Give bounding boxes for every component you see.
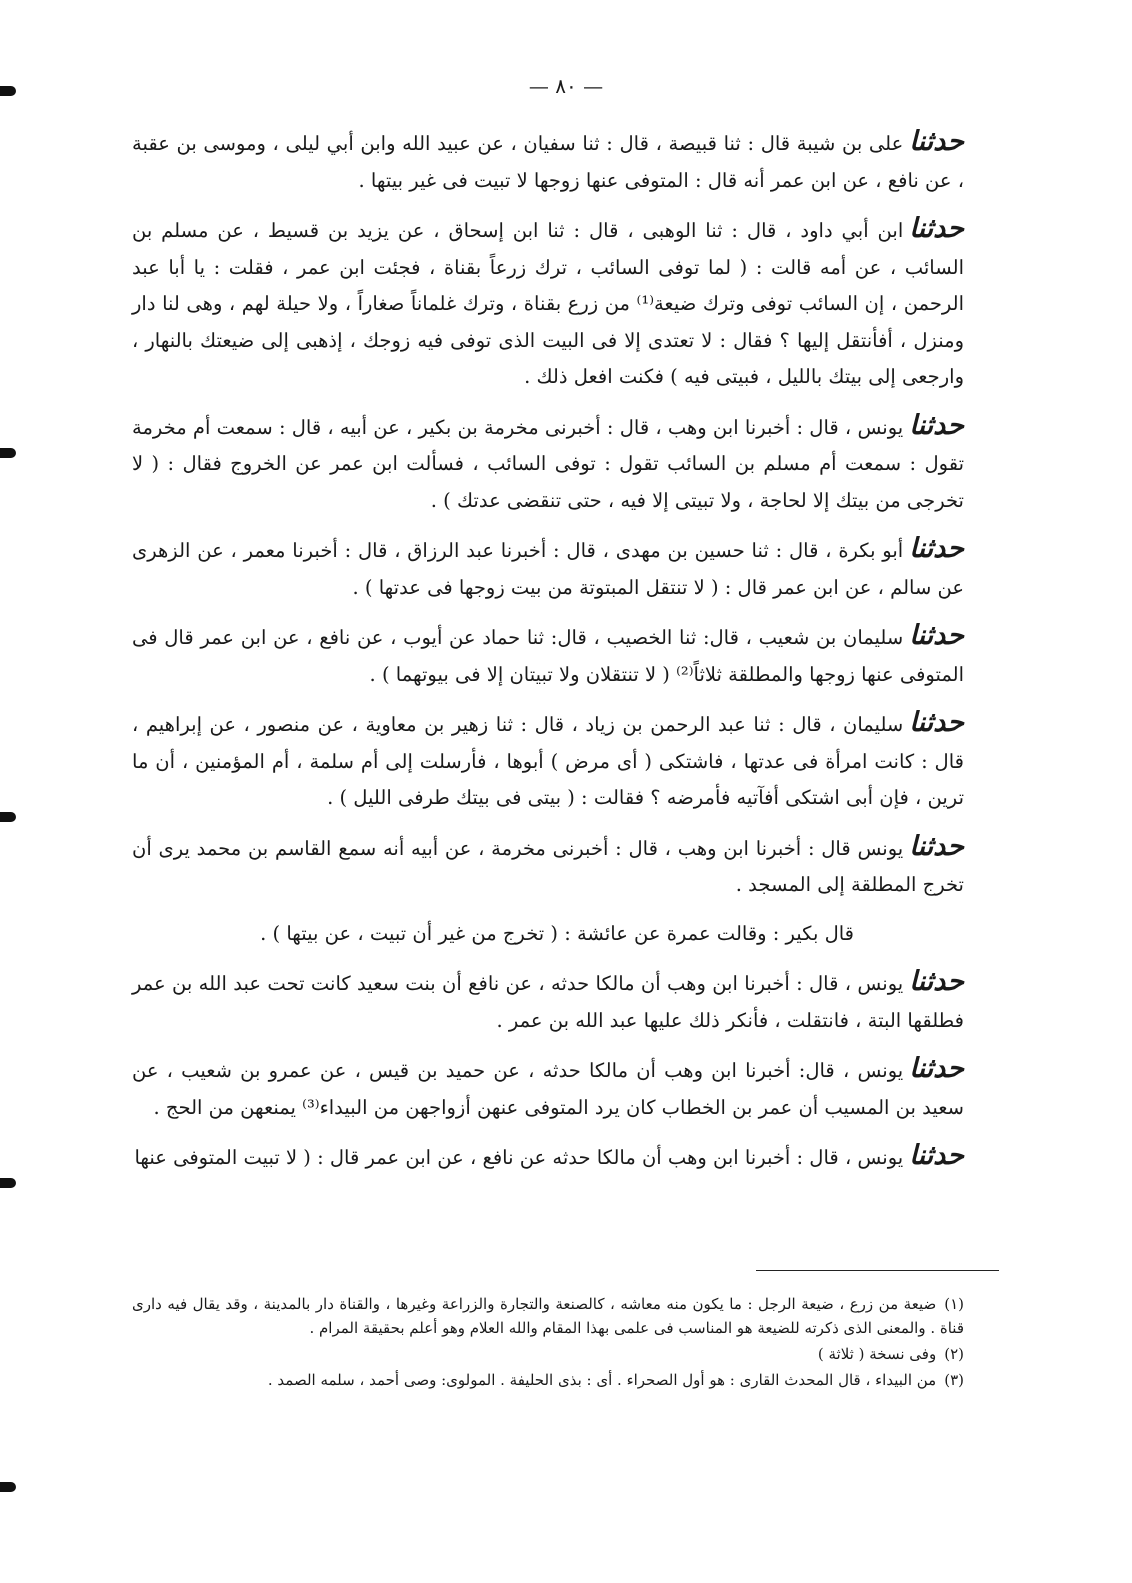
body-text [132, 124, 964, 1189]
paragraph-text: سليمان بن شعيب ، قال: ثنا الخصيب ، قال: ثنا حماد عن أيوب ، عن نافع ، عن ابن عمر قال فى المتوفى عنها زوجها والمطلقة ثلاثاً⁽²⁾ ( لا تنتقلان ولا تبيتان إلا فى بيوتهما ) . [132, 626, 964, 686]
hadith-paragraph [132, 124, 964, 199]
paragraph-text: يونس ، قال : أخبرنا ابن وهب أن مالكا حدثه عن نافع ، عن ابن عمر قال : ( لا تبيت المتوفى عنها [134, 1146, 904, 1169]
paragraph-lead-word: حدثنا [909, 409, 964, 441]
scan-edge-mark [0, 812, 16, 822]
footnote [132, 1292, 964, 1340]
paragraph-lead-word: حدثنا [909, 1140, 964, 1171]
footnote-text: ضيعة من زرع ، ضيعة الرجل : ما يكون منه معاشه ، كالصنعة والتجارة والزراعة وغيرها ، والقناة دار بالمدينة ، وقد يقال فيه دارى قناة . والمعنى الذى ذكرته للضيعة هو المناسب فى علمى بهذا المقام والله العلام وهو أعلم بحقيقة المرام . [132, 1295, 964, 1337]
scan-edge-mark [0, 448, 16, 458]
footnote-text: من البيداء ، قال المحدث القارى : هو أول الصحراء . أى : بذى الحليفة . المولوى: وصى أحمد ، سلمه الصمد . [267, 1371, 937, 1389]
hadith-paragraph [132, 1051, 964, 1126]
paragraph-text: قال بكير : وقالت عمرة عن عائشة : ( تخرج من غير أن تبيت ، عن بيتها ) . [260, 921, 854, 945]
footnote-number: (٢) [944, 1345, 964, 1363]
paragraph-lead-word: حدثنا [909, 126, 964, 157]
paragraph-lead-word: حدثنا [909, 620, 964, 651]
paragraph-text: ابن أبي داود ، قال : ثنا الوهبى ، قال : ثنا ابن إسحاق ، عن يزيد بن قسيط ، عن مسلم بن السائب ، عن أمه قالت : ( لما توفى السائب ، ترك زرعاً بقناة ، فجئت ابن عمر ، فقلت : يا أبا عبد الرحمن ، إن السائب توفى وترك ضيعة⁽¹⁾ من زرع بقناة ، وترك غلماناً صغاراً ، ولا حيلة لهم ، وهى لنا دار ومنزل ، أفأنتقل إليها ؟ فقال : لا تعتدى إلا فى البيت الذى توفى فيه زوجك ، إذهبى إلى ضيعتك بالنهار ، وارجعى إلى بيتك بالليل ، فبيتى فيه ) فكنت افعل ذلك . [132, 219, 964, 388]
hadith-paragraph [132, 618, 964, 693]
paragraph-lead-word: حدثنا [909, 966, 964, 997]
footnote-text: وفى نسخة ( ثلاثة ) [817, 1345, 937, 1363]
page-number: — ٨٠ — [528, 74, 604, 98]
paragraph-lead-word: حدثنا [909, 830, 964, 862]
paragraph-text: يونس ، قال : أخبرنا ابن وهب ، قال : أخبرنى مخرمة بن بكير ، عن أبيه ، قال : سمعت أم مخرمة تقول : سمعت أم مسلم بن السائب تقول : توفى السائب ، فسألت ابن عمر عن الخروج فقال : ( لا تخرجى من بيتك إلا لحاجة ، ولا تبيتى إلا فيه ، حتى تنقضى عدتك ) . [132, 415, 964, 512]
footnote-number: (١) [944, 1295, 964, 1313]
hadith-paragraph [132, 211, 964, 396]
paragraph-lead-word: حدثنا [909, 213, 964, 244]
scan-edge-mark [0, 1482, 16, 1492]
paragraph-text: سليمان ، قال : ثنا عبد الرحمن بن زياد ، قال : ثنا زهير بن معاوية ، عن منصور ، عن إبراهيم ، قال : كانت امرأة فى عدتها ، فاشتكى ( أى مرض ) أبوها ، فأرسلت إلى أم سلمة ، أم المؤمنين ، أن ما ترين ، فإن أبى اشتكى أفآتيه فأمرضه ؟ فقالت : ( بيتى فى بيتك طرفى الليل ) . [132, 713, 964, 809]
paragraph-lead-word: حدثنا [909, 1053, 964, 1084]
hadith-paragraph [132, 829, 964, 904]
footnotes [132, 1292, 964, 1394]
paragraph-text: أبو بكرة ، قال : ثنا حسين بن مهدى ، قال : أخبرنا عبد الرزاق ، قال : أخبرنا معمر ، عن الزهرى عن سالم ، عن ابن عمر قال : ( لا تنتقل المبتوتة من بيت زوجها فى عدتها ) . [132, 539, 964, 599]
hadith-paragraph [132, 705, 964, 817]
hadith-paragraph [132, 531, 964, 606]
footnote-number: (٣) [944, 1371, 964, 1389]
footnote [132, 1342, 964, 1366]
paragraph-text: يونس ، قال: أخبرنا ابن وهب أن مالكا حدثه ، عن حميد بن قيس ، عن عمرو بن شعيب ، عن سعيد بن المسيب أن عمر بن الخطاب كان يرد المتوفى عنهن أزواجهن من البيداء⁽³⁾ يمنعهن من الحج . [132, 1059, 964, 1119]
scan-edge-mark [0, 1178, 16, 1188]
hadith-paragraph [132, 1138, 964, 1177]
footnote [132, 1368, 964, 1392]
hadith-paragraph [132, 964, 964, 1039]
hadith-paragraph-indented [132, 916, 964, 953]
paragraph-text: يونس قال : أخبرنا ابن وهب ، قال : أخبرنى مخرمة ، عن أبيه أنه سمع القاسم بن محمد يرى أن تخرج المطلقة إلى المسجد . [132, 836, 964, 896]
paragraph-lead-word: حدثنا [909, 533, 964, 564]
footnote-separator [756, 1270, 999, 1271]
paragraph-text: على بن شيبة قال : ثنا قبيصة ، قال : ثنا سفيان ، عن عبيد الله وابن أبي ليلى ، وموسى بن عقبة ، عن نافع ، عن ابن عمر أنه قال : المتوفى عنها زوجها لا تبيت فى غير بيتها . [132, 132, 964, 192]
paragraph-lead-word: حدثنا [909, 707, 964, 738]
paragraph-text: يونس ، قال : أخبرنا ابن وهب أن مالكا حدثه ، عن نافع أن بنت سعيد كانت تحت عبد الله بن عمر فطلقها البتة ، فانتقلت ، فأنكر ذلك عليها عبد الله بن عمر . [132, 972, 964, 1032]
hadith-paragraph [132, 408, 964, 520]
